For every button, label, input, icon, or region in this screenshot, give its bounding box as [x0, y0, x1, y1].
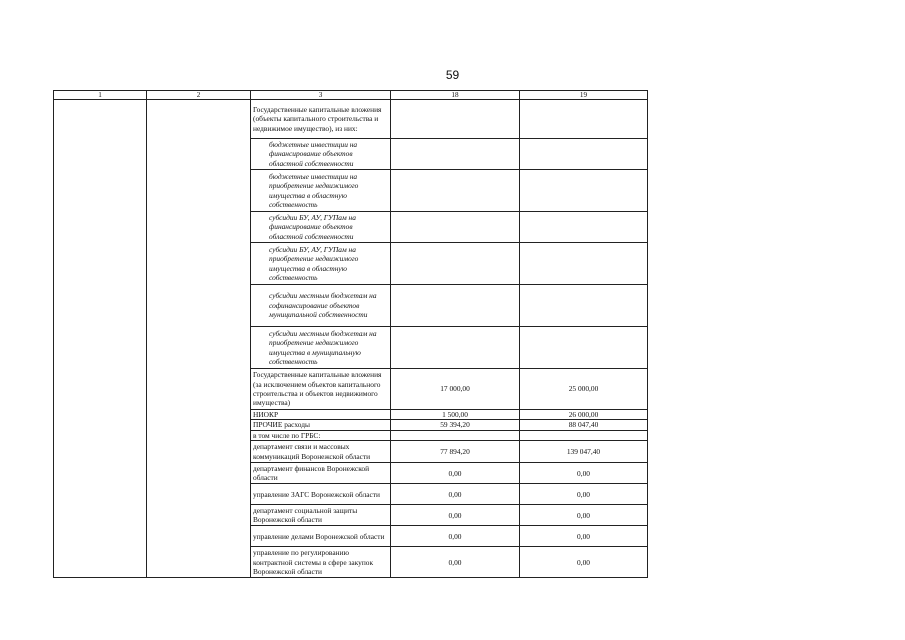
column-header-18: 18	[391, 91, 520, 100]
column-header-1: 1	[54, 91, 147, 100]
row-label: департамент связи и массовых коммуникаций Воронежской области	[251, 441, 391, 463]
value-col-18: 59 394,20	[391, 420, 520, 430]
value-col-18: 77 894,20	[391, 441, 520, 463]
row-label: НИОКР	[251, 410, 391, 420]
row-label: бюджетные инвестиции на финансирование объектов областной собственности	[251, 139, 391, 170]
row-label: субсидии БУ, АУ, ГУПам на финансирование объектов областной собственности	[251, 212, 391, 243]
row-label: субсидии БУ, АУ, ГУПам на приобретение недвижимого имущества в областную собственность	[251, 243, 391, 285]
row-label: Государственные капитальные вложения (объекты капитального строительства и недвижимое имущество), из них:	[251, 100, 391, 139]
row-label: управление делами Воронежской области	[251, 526, 391, 547]
value-col-18: 0,00	[391, 547, 520, 578]
value-col-19	[520, 139, 648, 170]
column-header-2: 2	[147, 91, 251, 100]
row-label: управление по регулированию контрактной системы в сфере закупок Воронежской области	[251, 547, 391, 578]
page-number: 59	[445, 68, 460, 82]
table-row	[54, 100, 648, 139]
value-col-18	[391, 139, 520, 170]
value-col-19	[520, 170, 648, 212]
value-col-18: 0,00	[391, 505, 520, 526]
table-header	[54, 91, 648, 100]
row-label: бюджетные инвестиции на приобретение недвижимого имущества в областную собственность	[251, 170, 391, 212]
column-header-3: 3	[251, 91, 391, 100]
value-col-19: 26 000,00	[520, 410, 648, 420]
row-label: ПРОЧИЕ расходы	[251, 420, 391, 430]
value-col-19: 0,00	[520, 526, 648, 547]
value-col-19: 88 047,40	[520, 420, 648, 430]
row-label: департамент финансов Воронежской области	[251, 463, 391, 484]
column-2-cell	[147, 100, 251, 578]
budget-table	[53, 90, 648, 578]
row-label: департамент социальной защиты Воронежской области	[251, 505, 391, 526]
value-col-19: 139 047,40	[520, 441, 648, 463]
value-col-18	[391, 243, 520, 285]
value-col-18	[391, 327, 520, 369]
value-col-18	[391, 212, 520, 243]
value-col-18: 0,00	[391, 484, 520, 505]
value-col-18: 1 500,00	[391, 410, 520, 420]
header-row	[54, 91, 648, 100]
row-label: в том числе по ГРБС:	[251, 430, 391, 440]
value-col-18: 0,00	[391, 463, 520, 484]
row-label: субсидии местным бюджетам на приобретение недвижимого имущества в муниципальную собственность	[251, 327, 391, 369]
value-col-18	[391, 430, 520, 440]
value-col-19: 0,00	[520, 505, 648, 526]
value-col-18	[391, 285, 520, 327]
table-body	[54, 100, 648, 578]
value-col-19: 25 000,00	[520, 369, 648, 410]
column-header-19: 19	[520, 91, 648, 100]
value-col-19	[520, 327, 648, 369]
value-col-19	[520, 243, 648, 285]
value-col-19	[520, 285, 648, 327]
value-col-19: 0,00	[520, 484, 648, 505]
value-col-18	[391, 170, 520, 212]
value-col-19	[520, 100, 648, 139]
value-col-19: 0,00	[520, 547, 648, 578]
value-col-18	[391, 100, 520, 139]
value-col-19	[520, 430, 648, 440]
value-col-19: 0,00	[520, 463, 648, 484]
row-label: Государственные капитальные вложения (за исключением объектов капитального строительства и объектов недвижимого имущества)	[251, 369, 391, 410]
value-col-18: 0,00	[391, 526, 520, 547]
row-label: субсидии местным бюджетам на софинансирование объектов муниципальной собственности	[251, 285, 391, 327]
row-label: управление ЗАГС Воронежской области	[251, 484, 391, 505]
value-col-19	[520, 212, 648, 243]
value-col-18: 17 000,00	[391, 369, 520, 410]
column-1-cell	[54, 100, 147, 578]
